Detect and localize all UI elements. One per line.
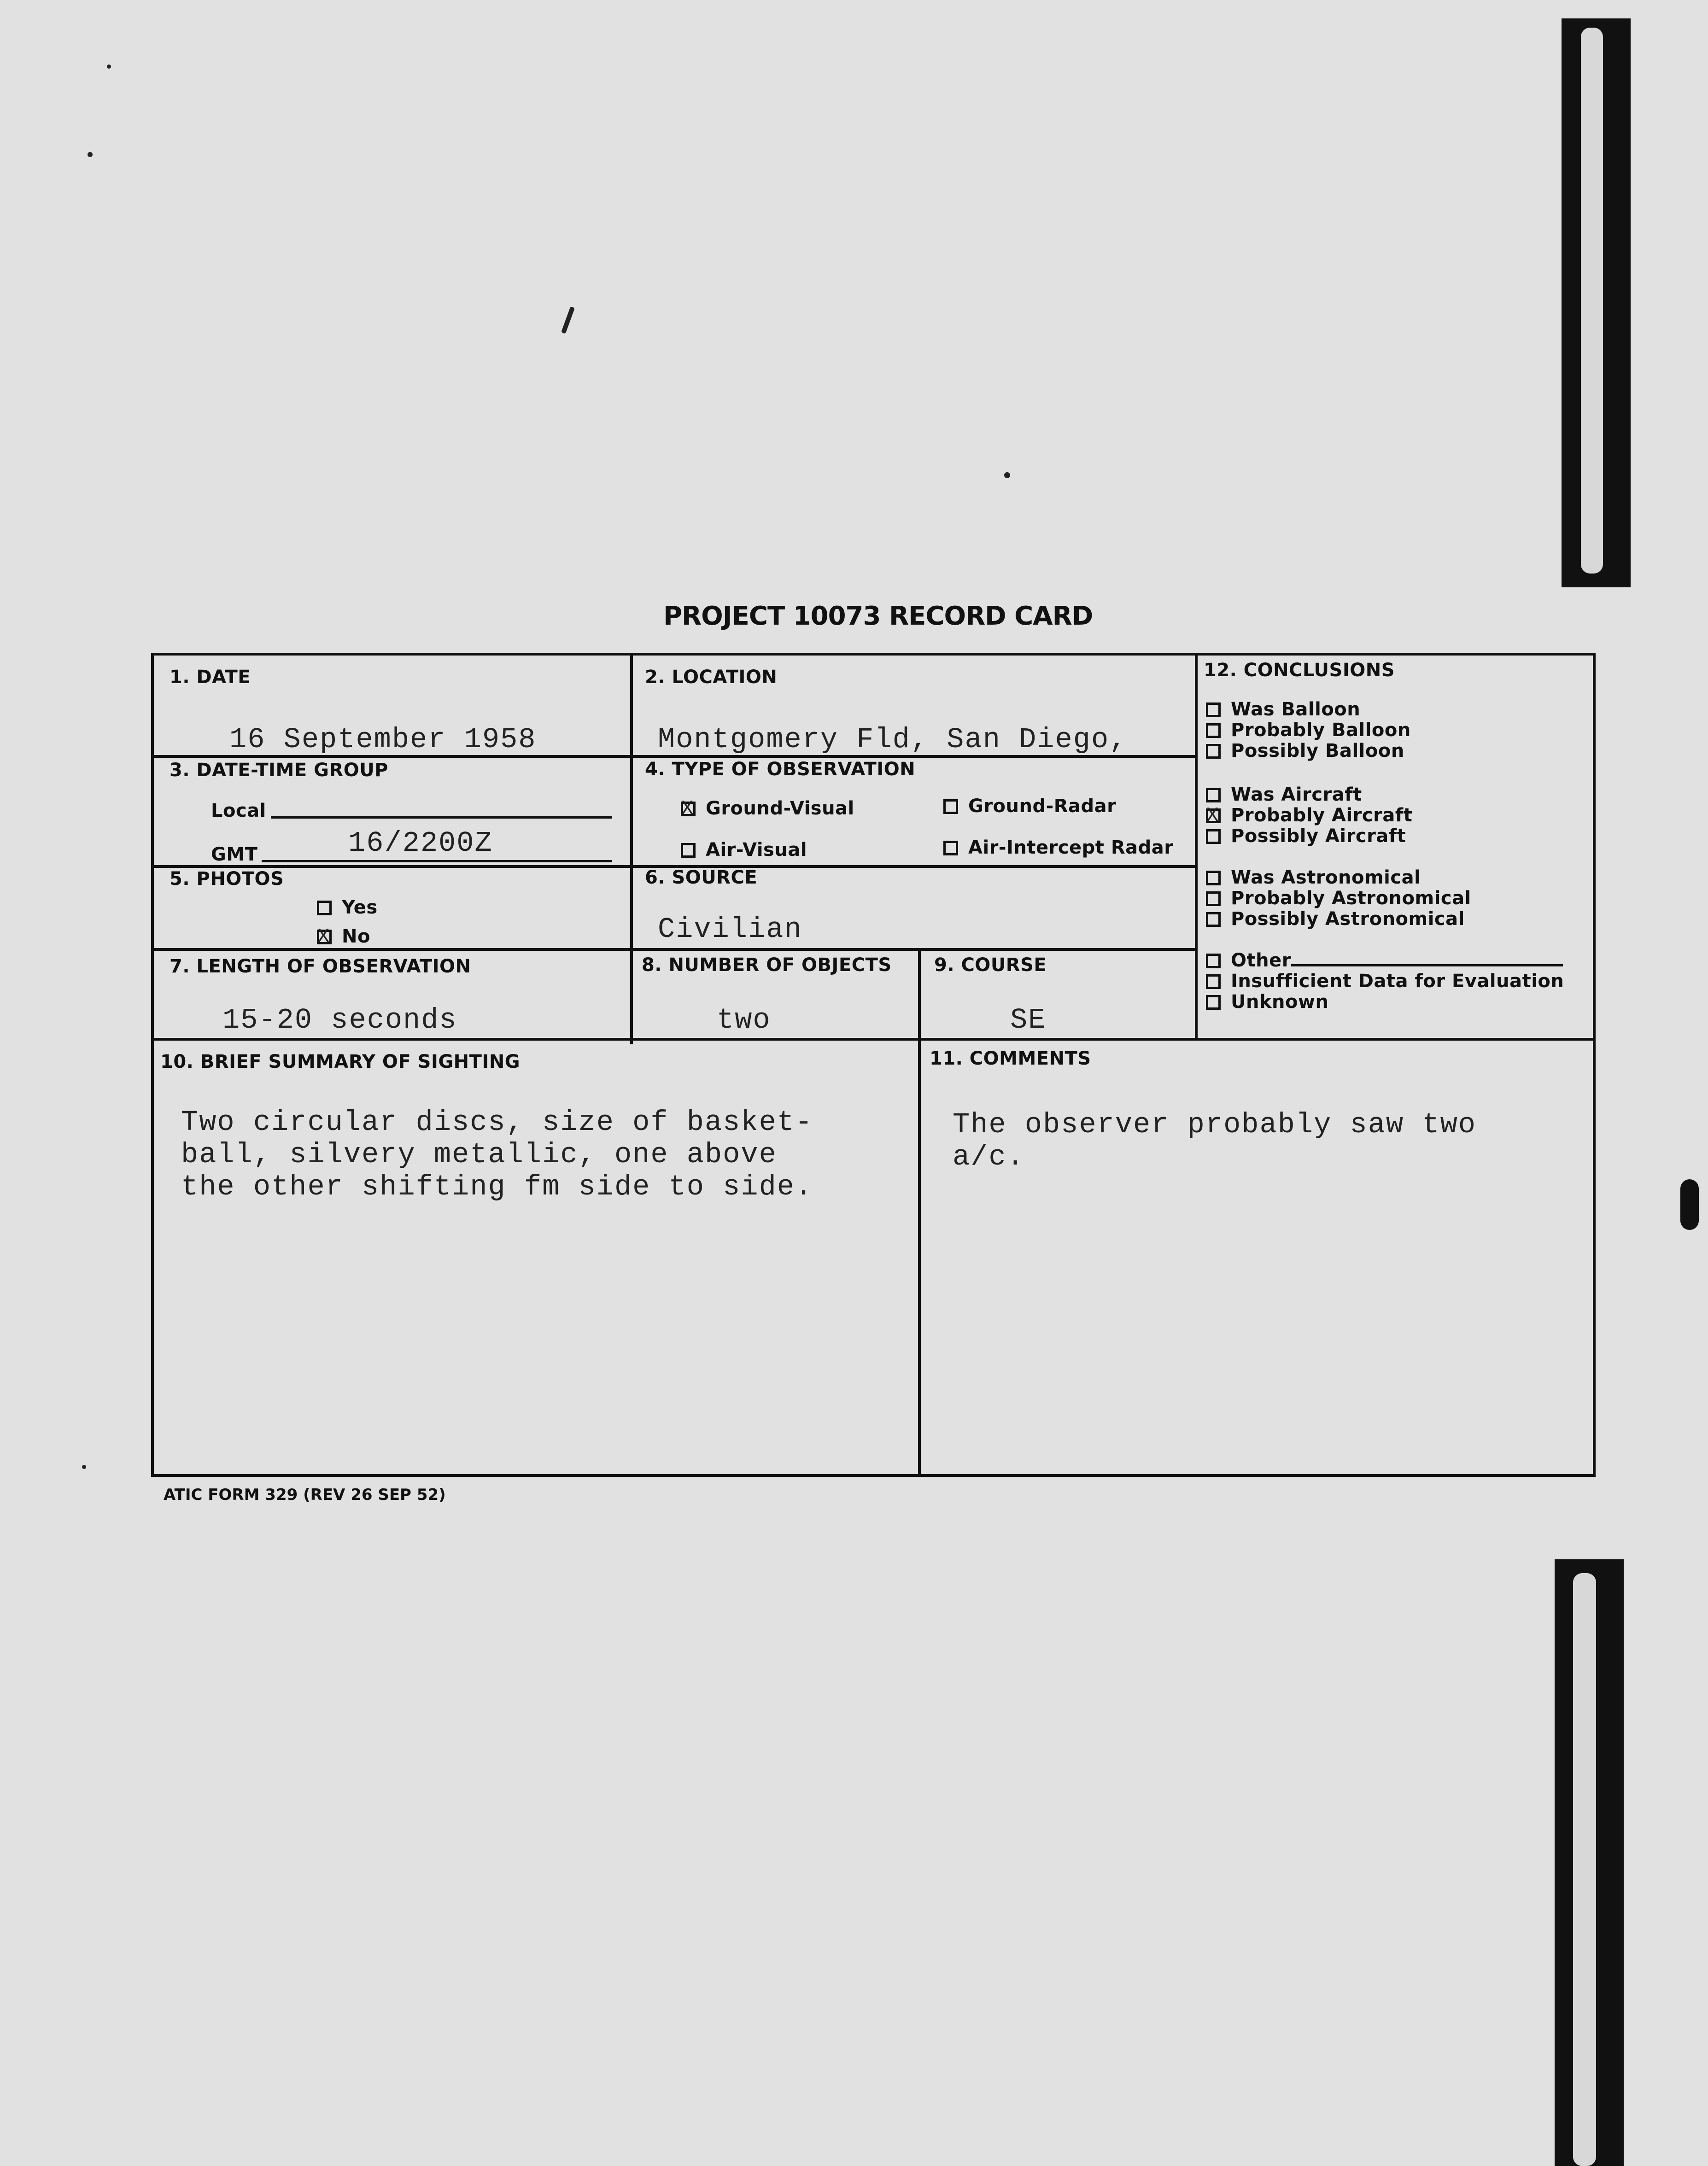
- gmt-label: GMT: [211, 844, 258, 865]
- date-label: 1. DATE: [170, 667, 251, 688]
- conclusion-was-astronomical: Was Astronomical: [1206, 867, 1421, 888]
- page-edge-mark: [1680, 1179, 1699, 1230]
- record-card: [151, 653, 1593, 1474]
- scan-speck: [82, 1465, 86, 1469]
- card-title: PROJECT 10073 RECORD CARD: [663, 601, 1093, 631]
- type-of-observation-label: 4. TYPE OF OBSERVATION: [645, 759, 916, 780]
- location-value: Montgomery Fld, San Diego,: [658, 723, 1128, 756]
- conclusion-possibly-astronomical: Possibly Astronomical: [1206, 908, 1465, 930]
- gmt-value: 16/2200Z: [348, 827, 493, 860]
- course-label: 9. COURSE: [934, 954, 1047, 976]
- divider-conclusions: [1195, 653, 1198, 1038]
- brief-summary-text: Two circular discs, size of basket- ball, silvery metallic, one above the other shifting fm side to side.: [181, 1106, 813, 1203]
- conclusion-probably-balloon: Probably Balloon: [1206, 720, 1411, 741]
- checkbox-was-aircraft[interactable]: [1206, 788, 1221, 802]
- comments-label: 11. COMMENTS: [930, 1048, 1091, 1069]
- option-air-intercept-radar: Air-Intercept Radar: [943, 837, 1174, 858]
- conclusion-unknown: Unknown: [1206, 991, 1328, 1013]
- local-label: Local: [211, 800, 266, 821]
- checkbox-probably-balloon[interactable]: [1206, 723, 1221, 738]
- checkbox-air-visual[interactable]: [681, 843, 696, 858]
- conclusion-probably-astronomical: Probably Astronomical: [1206, 888, 1471, 909]
- checkbox-other[interactable]: [1206, 954, 1221, 968]
- conclusion-probably-aircraft: XProbably Aircraft: [1206, 805, 1412, 826]
- conclusion-was-aircraft: Was Aircraft: [1206, 784, 1362, 805]
- checkbox-photos-no[interactable]: [317, 930, 332, 944]
- checkbox-possibly-aircraft[interactable]: [1206, 829, 1221, 844]
- conclusion-other: Other: [1206, 950, 1563, 971]
- scan-speck: [88, 152, 93, 157]
- checkbox-was-balloon[interactable]: [1206, 702, 1221, 717]
- option-ground-radar: Ground-Radar: [943, 796, 1116, 817]
- checkbox-possibly-astronomical[interactable]: [1206, 912, 1221, 927]
- location-label: 2. LOCATION: [645, 667, 778, 688]
- length-of-observation-value: 15-20 seconds: [222, 1004, 457, 1036]
- length-of-observation-label: 7. LENGTH OF OBSERVATION: [170, 956, 471, 977]
- conclusion-possibly-balloon: Possibly Balloon: [1206, 740, 1404, 761]
- checkbox-ground-visual[interactable]: [681, 802, 696, 816]
- date-value: 16 September 1958: [229, 723, 537, 756]
- source-label: 6. SOURCE: [645, 867, 758, 888]
- checkbox-photos-yes[interactable]: [317, 901, 332, 915]
- scan-speck: [1004, 472, 1010, 478]
- gmt-underline: [262, 860, 612, 862]
- checkbox-probably-astronomical[interactable]: [1206, 891, 1221, 906]
- course-value: SE: [1010, 1004, 1047, 1036]
- photos-label: 5. PHOTOS: [170, 868, 284, 890]
- checkbox-ground-radar[interactable]: [943, 799, 958, 814]
- scan-mark: [561, 306, 575, 334]
- checkbox-possibly-balloon[interactable]: [1206, 744, 1221, 759]
- binder-clip-shadow-top: [1581, 28, 1603, 574]
- divider-row3: [151, 948, 1196, 951]
- checkbox-air-intercept-radar[interactable]: [943, 841, 958, 855]
- conclusion-possibly-aircraft: Possibly Aircraft: [1206, 825, 1406, 847]
- option-photos-no: XNo: [317, 926, 370, 947]
- option-air-visual: Air-Visual: [681, 839, 807, 861]
- checkbox-probably-aircraft[interactable]: [1206, 808, 1221, 823]
- conclusion-was-balloon: Was Balloon: [1206, 699, 1360, 720]
- checkbox-was-astronomical[interactable]: [1206, 871, 1221, 885]
- comments-text: The observer probably saw two a/c.: [953, 1108, 1476, 1173]
- binder-clip-shadow-bottom: [1573, 1573, 1596, 2166]
- local-underline: [271, 816, 612, 819]
- divider-row4: [151, 1038, 1593, 1041]
- brief-summary-label: 10. BRIEF SUMMARY OF SIGHTING: [160, 1051, 521, 1072]
- divider-col1: [630, 653, 633, 1044]
- divider-col2: [918, 948, 921, 1474]
- option-ground-visual: XGround-Visual: [681, 798, 854, 819]
- form-footer: ATIC FORM 329 (REV 26 SEP 52): [164, 1486, 446, 1504]
- checkbox-insufficient-data[interactable]: [1206, 974, 1221, 989]
- scan-speck: [107, 64, 111, 69]
- checkbox-unknown[interactable]: [1206, 995, 1221, 1010]
- conclusions-label: 12. CONCLUSIONS: [1204, 660, 1395, 681]
- option-photos-yes: Yes: [317, 897, 378, 918]
- date-time-group-label: 3. DATE-TIME GROUP: [170, 760, 388, 781]
- conclusion-insufficient-data: Insufficient Data for Evaluation: [1206, 971, 1564, 992]
- source-value: Civilian: [658, 913, 802, 946]
- number-of-objects-label: 8. NUMBER OF OBJECTS: [642, 954, 892, 976]
- other-underline: [1291, 964, 1563, 966]
- number-of-objects-value: two: [717, 1004, 771, 1036]
